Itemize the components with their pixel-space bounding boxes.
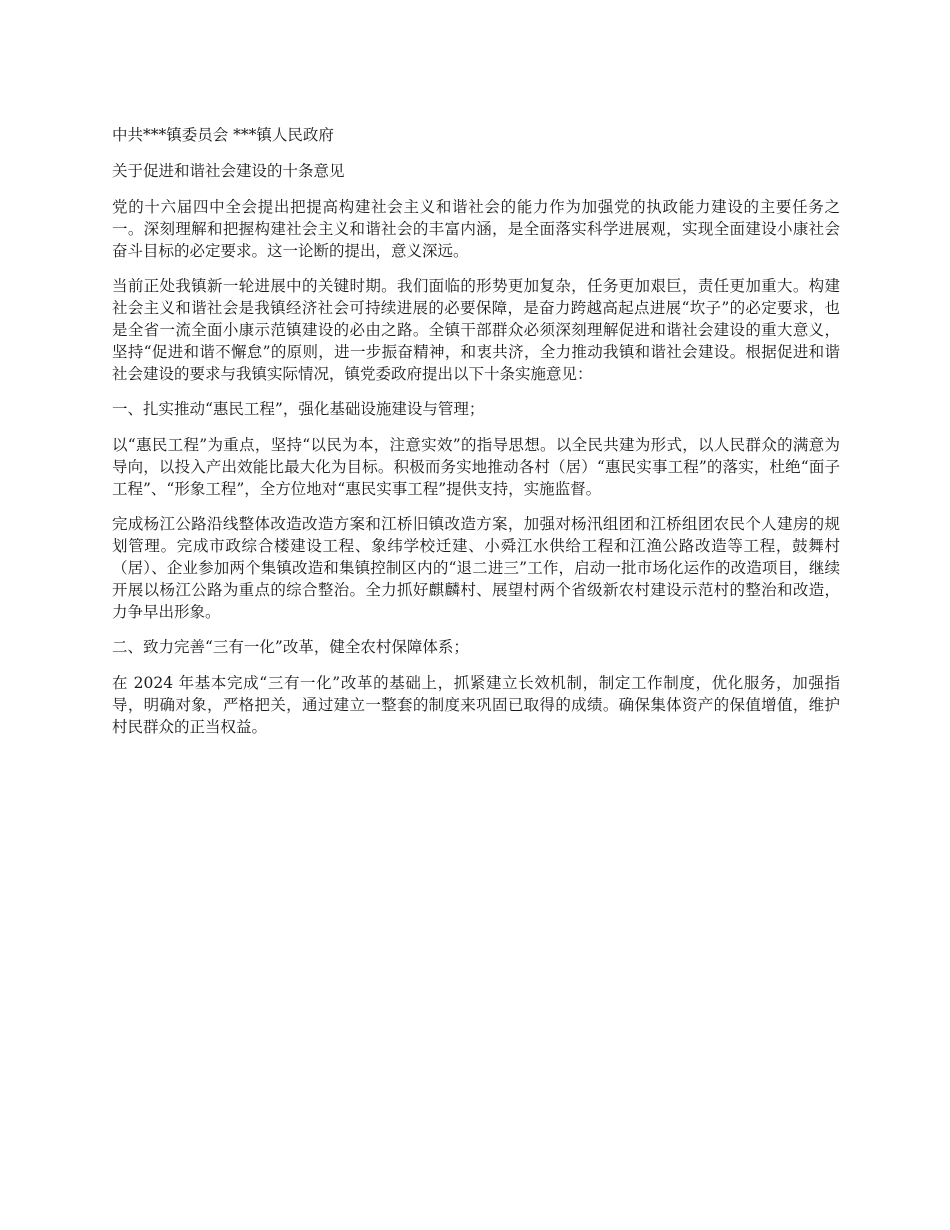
document-body [112,124,840,751]
paragraph: 当前正处我镇新一轮进展中的关键时期。我们面临的形势更加复杂，任务更加艰巨，责任更加重大。构建社会主义和谐社会是我镇经济社会可持续进展的必要保障，是奋力跨越高起点进展“坎子”的必定要求，也是全省一流全面小康示范镇建设的必由之路。全镇干部群众必须深刻理解促进和谐社会建设的重大意义，坚持“促进和谐不懈怠”的原则，进一步振奋精神，和衷共济，全力推动我镇和谐社会建设。根据促进和谐社会建设的要求与我镇实际情况，镇党委政府提出以下十条实施意见： [112,277,840,383]
paragraph: 在 2024 年基本完成“三有一化”改革的基础上，抓紧建立长效机制，制定工作制度，优化服务，加强指导，明确对象，严格把关，通过建立一整套的制度来巩固已取得的成绩。确保集体资产的保值增值，维护村民群众的正当权益。 [112,674,840,736]
document-issuer: 中共***镇委员会 ***镇人民政府 [112,126,334,144]
paragraph: 以“惠民工程”为重点，坚持“以民为本，注意实效”的指导思想。以全民共建为形式，以人民群众的满意为导向，以投入产出效能比最大化为目标。积极而务实地推动各村（居）“惠民实事工程”的落实，杜绝“面子工程”、“形象工程”，全方位地对“惠民实事工程”提供支持，实施监督。 [112,436,840,498]
paragraph: 完成杨江公路沿线整体改造改造方案和江桥旧镇改造方案，加强对杨汛组团和江桥组团农民个人建房的规划管理。完成市政综合楼建设工程、象纬学校迁建、小舜江水供给工程和江渔公路改造等工程，鼓舞村（居）、企业参加两个集镇改造和集镇控制区内的“退二进三”工作，启动一批市场化运作的改造项目，继续开展以杨江公路为重点的综合整治。全力抓好麒麟村、展望村两个省级新农村建设示范村的整治和改造，力争早出形象。 [112,515,840,621]
document-title: 关于促进和谐社会建设的十条意见 [112,162,345,180]
section-heading-1: 一、扎实推动“惠民工程”，强化基础设施建设与管理； [112,400,485,418]
section-heading-2: 二、致力完善“三有一化”改革，健全农村保障体系； [112,638,469,656]
paragraph: 党的十六届四中全会提出把提高构建社会主义和谐社会的能力作为加强党的执政能力建设的主要任务之一。深刻理解和把握构建社会主义和谐社会的丰富内涵，是全面落实科学进展观，实现全面建设小康社会奋斗目标的必定要求。这一论断的提出，意义深远。 [112,198,840,260]
